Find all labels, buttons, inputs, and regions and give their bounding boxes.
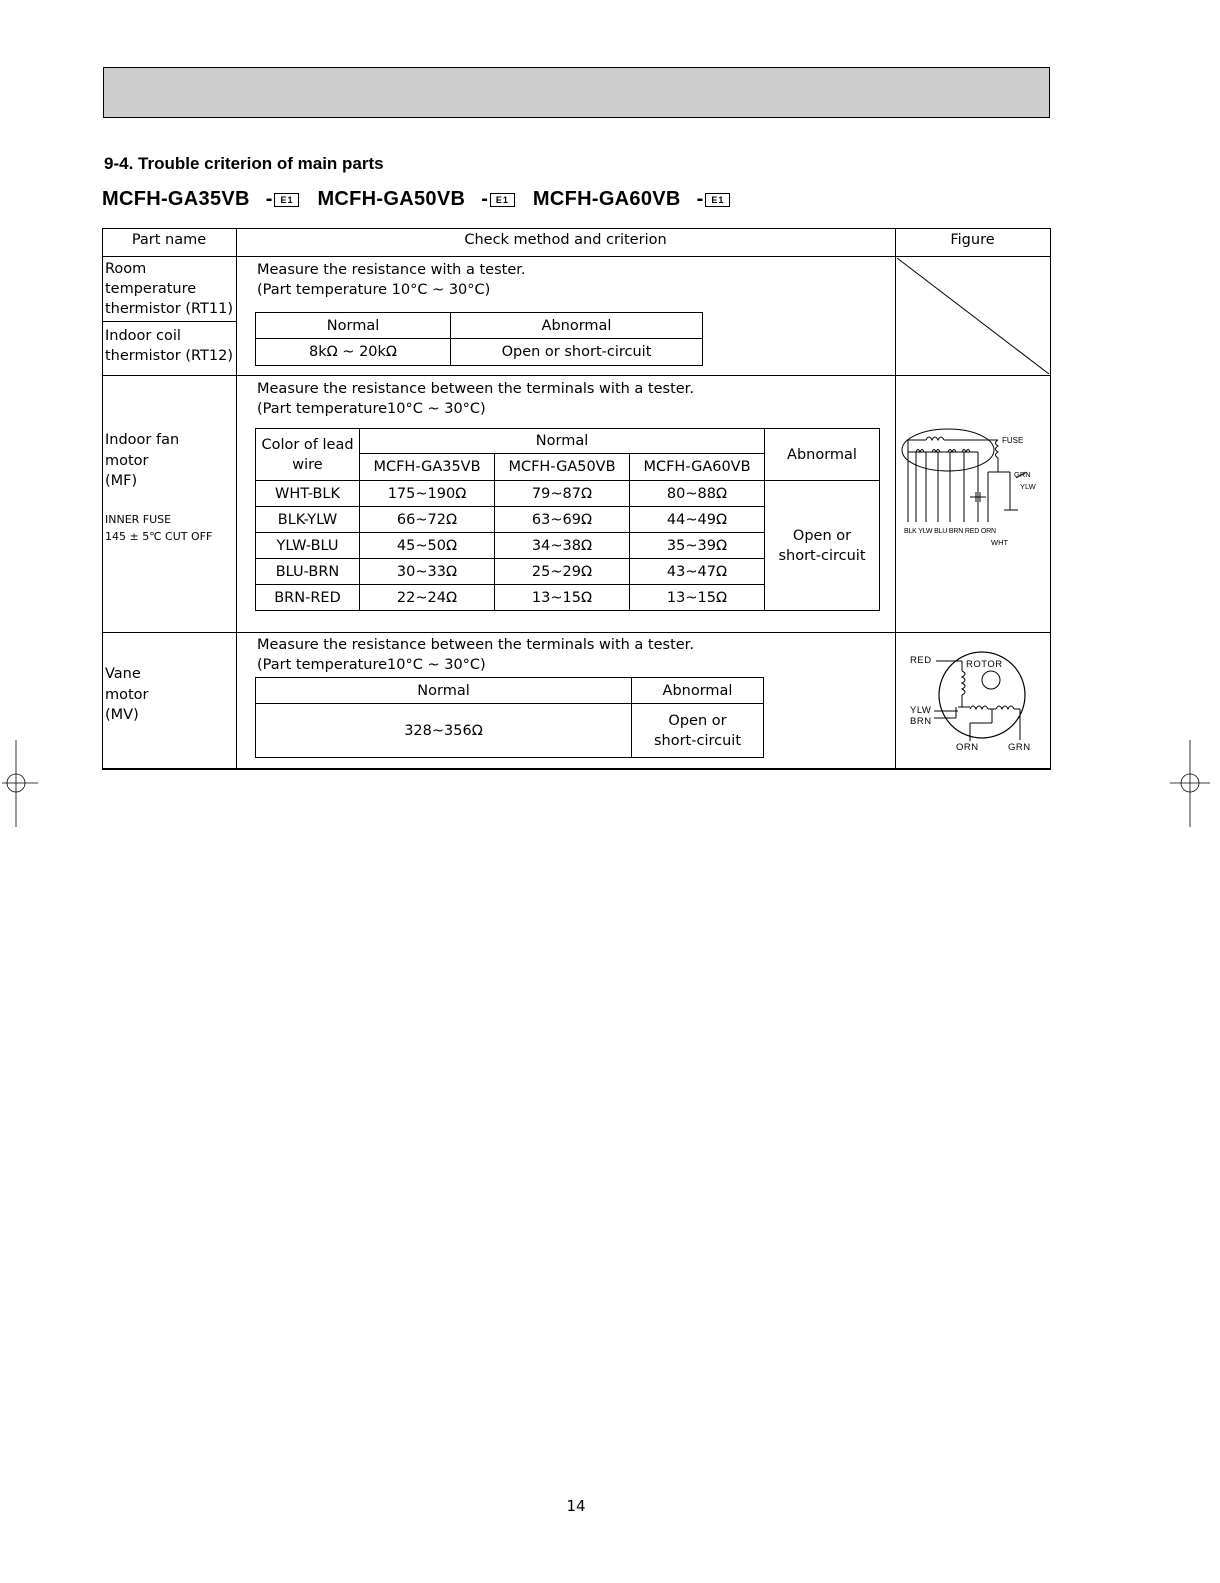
thermistor-criterion-table	[255, 312, 703, 366]
normal-header: Normal	[360, 429, 765, 454]
table-row: BLK-YLW 66~72Ω 63~69Ω 44~49Ω	[256, 507, 880, 533]
brn-label: BRN	[910, 716, 932, 727]
header-check-method: Check method and criterion	[464, 232, 667, 248]
normal-header: Normal	[256, 313, 451, 339]
wht-label: WHT	[991, 538, 1009, 547]
ylw-label: YLW	[1020, 482, 1036, 491]
abnormal-header: Abnormal	[632, 678, 764, 704]
model-suffix-badge: E1	[274, 193, 299, 207]
vane-motor-criterion-table	[255, 677, 764, 758]
header-figure: Figure	[950, 232, 995, 248]
model-list: MCFH-GA35VB - E1 MCFH-GA50VB - E1 MCFH-GA60VB - E1	[102, 188, 748, 211]
color-of-lead-wire-header: Color of lead wire	[256, 429, 360, 481]
model-suffix-badge: E1	[490, 193, 515, 207]
abnormal-value: Open or short-circuit	[765, 481, 880, 611]
fan-motor-instruction: Measure the resistance between the terminals with a tester.	[257, 381, 694, 397]
model-suffix-badge: E1	[705, 193, 730, 207]
vane-motor-wiring-diagram	[900, 645, 1048, 760]
thermistor-temperature: (Part temperature 10°C ~ 30°C)	[257, 282, 491, 298]
room-thermistor-name: Room temperature thermistor (RT11)	[105, 261, 233, 317]
normal-value: 8kΩ ~ 20kΩ	[256, 339, 451, 366]
figure-not-applicable	[895, 256, 1051, 376]
abnormal-value: Open or short-circuit	[632, 704, 764, 758]
fan-motor-wiring-diagram	[898, 420, 1048, 555]
model-name: MCFH-GA50VB	[317, 188, 466, 210]
orn-label: ORN	[956, 742, 979, 753]
rotor-label: ROTOR	[966, 659, 1003, 670]
model-name: MCFH-GA35VB	[102, 188, 250, 210]
wire-labels: BLK YLW BLU BRN RED ORN	[904, 528, 996, 535]
red-label: RED	[910, 655, 932, 666]
vane-motor-name: Vane motor (MV)	[105, 666, 149, 723]
fuse-label: FUSE	[1002, 436, 1024, 445]
abnormal-header: Abnormal	[765, 429, 880, 481]
fan-motor-temperature: (Part temperature10°C ~ 30°C)	[257, 401, 486, 417]
header-part-name: Part name	[131, 232, 207, 248]
vane-motor-temperature: (Part temperature10°C ~ 30°C)	[257, 657, 486, 673]
grn-label: GRN	[1008, 742, 1031, 753]
table-row: WHT-BLK 175~190Ω 79~87Ω 80~88Ω Open or short-circuit	[256, 481, 880, 507]
normal-header: Normal	[256, 678, 632, 704]
fan-motor-name: Indoor fan motor (MF)	[105, 432, 180, 489]
normal-value: 328~356Ω	[256, 704, 632, 758]
registration-mark-left	[0, 735, 40, 830]
grn-label: GRN	[1014, 470, 1031, 479]
page-number: 14	[566, 1497, 586, 1515]
section-title: 9-4. Trouble criterion of main parts	[104, 154, 384, 173]
vane-motor-instruction: Measure the resistance between the terminals with a tester.	[257, 637, 694, 653]
header-bar	[103, 67, 1050, 118]
model-header: MCFH-GA35VB	[360, 454, 495, 481]
model-header: MCFH-GA50VB	[495, 454, 630, 481]
table-row: YLW-BLU 45~50Ω 34~38Ω 35~39Ω	[256, 533, 880, 559]
abnormal-header: Abnormal	[451, 313, 703, 339]
coil-thermistor-name: Indoor coil thermistor (RT12)	[105, 328, 233, 364]
ylw-label: YLW	[910, 705, 932, 716]
fan-motor-criterion-table	[255, 428, 880, 611]
table-row: BRN-RED 22~24Ω 13~15Ω 13~15Ω	[256, 585, 880, 611]
abnormal-value: Open or short-circuit	[451, 339, 703, 366]
table-row: BLU-BRN 30~33Ω 25~29Ω 43~47Ω	[256, 559, 880, 585]
thermistor-instruction: Measure the resistance with a tester.	[257, 262, 526, 278]
inner-fuse-note: INNER FUSE 145 ± 5℃ CUT OFF	[105, 513, 213, 543]
model-header: MCFH-GA60VB	[630, 454, 765, 481]
registration-mark-right	[1168, 735, 1213, 830]
model-name: MCFH-GA60VB	[532, 188, 681, 210]
